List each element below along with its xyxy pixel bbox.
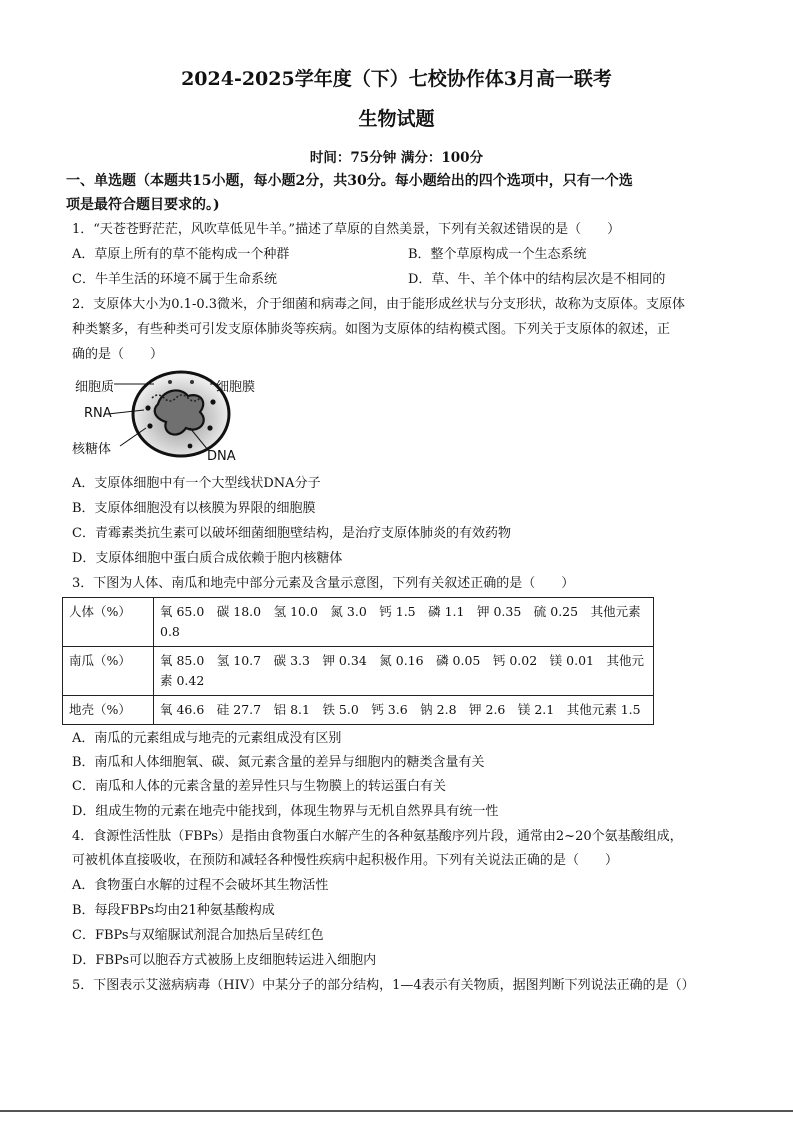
q2-option-b: B．支原体细胞没有以核膜为界限的细胞膜	[72, 501, 316, 516]
element-content-table	[62, 597, 654, 725]
section-heading-line2: 项是最符合题目要求的。)	[66, 197, 220, 213]
q4-option-c: C．FBPs与双缩脲试剂混合加热后呈砖红色	[72, 928, 324, 943]
q3-option-b: B．南瓜和人体细胞氧、碳、氮元素含量的差异与细胞内的糖类含量有关	[72, 755, 485, 770]
table-row	[63, 696, 654, 725]
q3-stem: 3．下图为人体、南瓜和地壳中部分元素及含量示意图，下列有关叙述正确的是（ ）	[72, 576, 575, 591]
label-cytoplasm: 细胞质	[75, 380, 115, 395]
row-label: 人体（%）	[63, 598, 154, 647]
q1-option-b: B．整个草原构成一个生态系统	[408, 247, 587, 262]
table-row	[63, 598, 654, 647]
label-dna: DNA	[207, 449, 236, 464]
q4-stem-line2: 可被机体直接吸收，在预防和减轻各种慢性疾病中起积极作用。下列有关说法正确的是（ ）	[72, 853, 619, 868]
exam-title: 2024-2025学年度（下）七校协作体3月高一联考	[181, 68, 612, 90]
q3-option-a: A．南瓜的元素组成与地壳的元素组成没有区别	[72, 731, 342, 746]
row-content: 氧 46.6 硅 27.7 铝 8.1 铁 5.0 钙 3.6 钠 2.8 钾 2.6 镁 2.1 其他元素 1.5	[154, 696, 654, 725]
q4-stem-line1: 4．食源性活性肽（FBPs）是指由食物蛋白水解产生的各种氨基酸序列片段，通常由2~20个氨基酸组成，	[72, 829, 683, 844]
row-label: 地壳（%）	[63, 696, 154, 725]
q1-option-d: D．草、牛、羊个体中的结构层次是不相同的	[408, 272, 666, 287]
q4-option-b: B．每段FBPs均由21种氨基酸构成	[72, 903, 275, 918]
page-bottom-rule	[0, 1110, 793, 1112]
q2-option-a: A．支原体细胞中有一个大型线状DNA分子	[72, 476, 321, 491]
ribosome-dot	[145, 405, 150, 410]
ribosome-dot	[168, 380, 172, 384]
subject-title: 生物试题	[358, 108, 435, 130]
ribosome-dot	[210, 399, 215, 404]
ribosome-dot	[147, 423, 152, 428]
q2-option-c: C．青霉素类抗生素可以破坏细菌细胞壁结构，是治疗支原体肺炎的有效药物	[72, 526, 511, 541]
row-content: 氧 85.0 氢 10.7 碳 3.3 钾 0.34 氮 0.16 磷 0.05 钙 0.02 镁 0.01 其他元素 0.42	[154, 647, 654, 696]
section-heading-line1: 一、单选题（本题共15小题，每小题2分，共30分。每小题给出的四个选项中，只有一个选	[66, 173, 633, 189]
q2-stem-line3: 确的是（ ）	[72, 347, 164, 362]
q1-stem: 1．“天苍苍野茫茫，风吹草低见牛羊。”描述了草原的自然美景，下列有关叙述错误的是（ ）	[72, 222, 621, 237]
ribosome-dot	[190, 380, 194, 384]
row-label: 南瓜（%）	[63, 647, 154, 696]
q4-option-a: A．食物蛋白水解的过程不会破坏其生物活性	[72, 878, 329, 893]
q4-option-d: D．FBPs可以胞吞方式被肠上皮细胞转运进入细胞内	[72, 953, 377, 968]
row-content: 氧 65.0 碳 18.0 氢 10.0 氮 3.0 钙 1.5 磷 1.1 钾 0.35 硫 0.25 其他元素 0.8	[154, 598, 654, 647]
label-cell-membrane: 细胞膜	[216, 380, 256, 395]
q5-stem: 5．下图表示艾滋病病毒（HIV）中某分子的部分结构，1—4表示有关物质，据图判断下列说法正确的是（）	[72, 978, 695, 993]
q3-option-c: C．南瓜和人体的元素含量的差异性只与生物膜上的转运蛋白有关	[72, 779, 446, 794]
label-rna: RNA	[84, 406, 112, 421]
q2-stem-line2: 种类繁多，有些种类可引发支原体肺炎等疾病。如图为支原体的结构模式图。下列关于支原体的叙述，正	[72, 322, 671, 337]
q2-stem-line1: 2．支原体大小为0.1-0.3微米，介于细菌和病毒之间，由于能形成丝状与分支形状，故称为支原体。支原体	[72, 297, 686, 312]
mycoplasma-figure	[70, 368, 270, 468]
q1-option-c: C．牛羊生活的环境不属于生命系统	[72, 272, 277, 287]
q2-option-d: D．支原体细胞中蛋白质合成依赖于胞内核糖体	[72, 551, 343, 566]
q1-option-a: A．草原上所有的草不能构成一个种群	[72, 247, 290, 262]
exam-meta: 时间：75分钟 满分：100分	[309, 150, 484, 166]
table-row	[63, 647, 654, 696]
ribosome-dot	[207, 425, 212, 430]
label-ribosome: 核糖体	[72, 442, 112, 457]
q3-option-d: D．组成生物的元素在地壳中能找到，体现生物界与无机自然界具有统一性	[72, 804, 499, 819]
ribosome-dot	[188, 444, 193, 449]
